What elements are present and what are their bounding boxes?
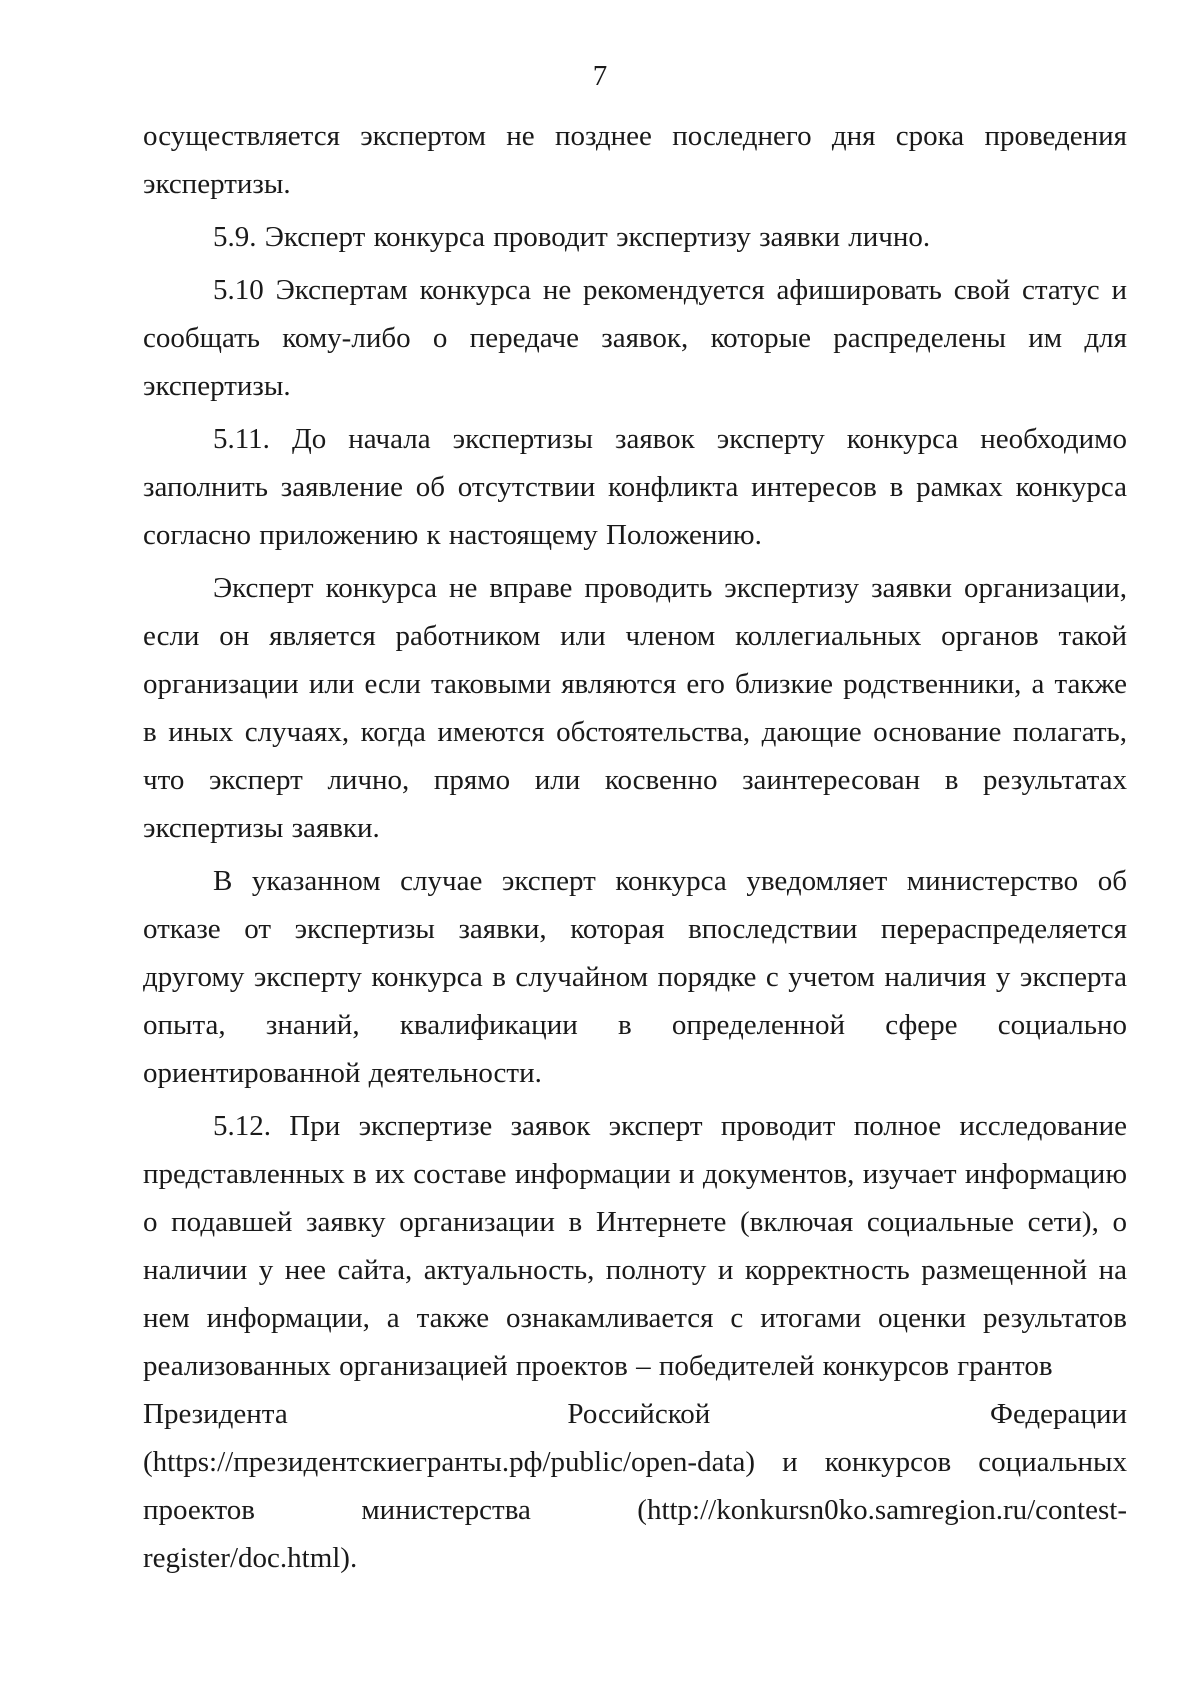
- paragraph-refusal-notice: В указанном случае эксперт конкурса уведомляет министерство об отказе от экспертизы заявки, которая впоследствии перераспределяется другому эксперту конкурса в случайном порядке с учетом наличия у эксперта опыта, знаний, квалификации в определенной сфере социально ориентированной деятельности.: [143, 865, 1127, 1089]
- word: министерства: [361, 1494, 531, 1526]
- spread-line: [143, 1390, 1127, 1438]
- paragraph-conflict-of-interest: Эксперт конкурса не вправе проводить экспертизу заявки организации, если он является работником или членом коллегиальных органов такой организации или если таковыми являются его близкие родственники, а также в иных случаях, когда имеются обстоятельства, дающие основание полагать, что эксперт лично, прямо или косвенно заинтересован в результатах экспертизы заявки.: [143, 572, 1127, 844]
- word: социальных: [978, 1446, 1127, 1478]
- page-number: 7: [592, 60, 608, 92]
- url-presidential-grants: (https://президентскиегранты.рф/public/open-data): [143, 1446, 756, 1478]
- word: и: [782, 1446, 798, 1478]
- document-body: [143, 112, 1127, 1582]
- url-contest-register-end: register/doc.html).: [143, 1542, 358, 1574]
- last-line: [143, 1534, 1127, 1582]
- word: проектов: [143, 1494, 255, 1526]
- word: Президента: [143, 1398, 288, 1430]
- url-contest-register: (http://konkursn0ko.samregion.ru/contest-: [637, 1494, 1127, 1526]
- spread-line: [143, 1486, 1127, 1534]
- paragraph-5-9: 5.9. Эксперт конкурса проводит экспертизу заявки лично.: [213, 221, 931, 253]
- paragraph-5-10: 5.10 Экспертам конкурса не рекомендуется афишировать свой статус и сообщать кому-либо о передаче заявок, которые распределены им для экспертизы.: [143, 274, 1127, 402]
- paragraph-5-12: 5.12. При экспертизе заявок эксперт проводит полное исследование представленных в их составе информации и документов, изучает информацию о подавшей заявку организации в Интернете (включая социальные сети), о наличии у нее сайта, актуальность, полноту и корректность размещенной на нем информации, а также ознакамливается с итогами оценки результатов реализованных организацией проектов – победителей конкурсов грантов: [143, 1110, 1127, 1382]
- word: конкурсов: [824, 1446, 952, 1478]
- paragraph-continuation: осуществляется экспертом не позднее последнего дня срока проведения экспертизы.: [143, 120, 1127, 200]
- spread-line: [143, 1438, 1127, 1486]
- word: Федерации: [990, 1398, 1127, 1430]
- paragraph-5-11: 5.11. До начала экспертизы заявок эксперту конкурса необходимо заполнить заявление об отсутствии конфликта интересов в рамках конкурса согласно приложению к настоящему Положению.: [143, 423, 1127, 551]
- word: Российской: [567, 1398, 711, 1430]
